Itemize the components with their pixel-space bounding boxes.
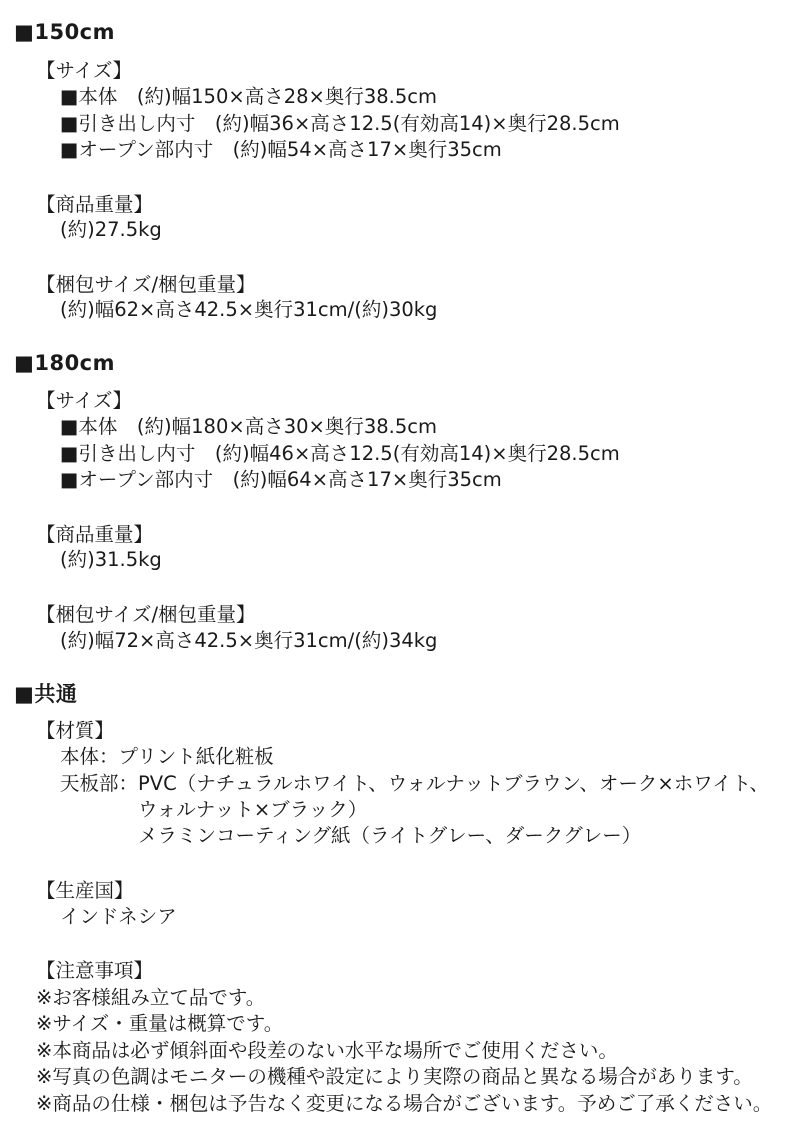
section-180-heading: ■180cm [14, 351, 116, 375]
section-180-size-open: ■オープン部内寸 (約)幅64×高さ17×奥行35cm [60, 468, 502, 491]
material-top-line-2: ウォルナット×ブラック） [138, 798, 368, 821]
section-180-weight-value: (約)31.5kg [60, 548, 162, 571]
note-item: ※お客様組み立て品です。 [36, 986, 266, 1009]
section-150-package-label: 【梱包サイズ/梱包重量】 [36, 273, 256, 296]
section-150-package-value: (約)幅62×高さ42.5×奥行31cm/(約)30kg [60, 298, 438, 321]
section-180-size-body: ■本体 (約)幅180×高さ30×奥行38.5cm [60, 415, 437, 438]
material-label: 【材質】 [36, 719, 115, 742]
material-top-line-3: メラミンコーティング紙（ライトグレー、ダークグレー） [138, 824, 642, 847]
section-150-weight-value: (約)27.5kg [60, 218, 162, 241]
section-150-weight-label: 【商品重量】 [36, 193, 154, 216]
section-150-heading: ■150cm [14, 20, 116, 44]
material-body: 本体：プリント紙化粧板 [60, 745, 274, 768]
note-item: ※写真の色調はモニターの機種や設定により実際の商品と異なる場合があります。 [36, 1065, 753, 1088]
section-150-size-drawer: ■引き出し内寸 (約)幅36×高さ12.5(有効高14)×奥行28.5cm [60, 112, 620, 135]
notes-label: 【注意事項】 [36, 959, 154, 982]
origin-value: インドネシア [60, 905, 177, 928]
section-180-weight-label: 【商品重量】 [36, 523, 154, 546]
section-180-package-label: 【梱包サイズ/梱包重量】 [36, 603, 256, 626]
material-top-line-1: 天板部：PVC（ナチュラルホワイト、ウォルナットブラウン、オーク×ホワイト、 [60, 772, 769, 795]
section-150-size-label: 【サイズ】 [36, 59, 132, 82]
note-item: ※商品の仕様・梱包は予告なく変更になる場合がございます。予めご了承ください。 [36, 1092, 773, 1115]
common-heading: ■共通 [14, 682, 78, 706]
section-150-size-open: ■オープン部内寸 (約)幅54×高さ17×奥行35cm [60, 138, 502, 161]
section-180-size-label: 【サイズ】 [36, 389, 132, 412]
origin-label: 【生産国】 [36, 879, 134, 902]
section-180-size-drawer: ■引き出し内寸 (約)幅46×高さ12.5(有効高14)×奥行28.5cm [60, 442, 620, 465]
note-item: ※本商品は必ず傾斜面や段差のない水平な場所でご使用ください。 [36, 1039, 618, 1062]
section-180-package-value: (約)幅72×高さ42.5×奥行31cm/(約)34kg [60, 629, 438, 652]
note-item: ※サイズ・重量は概算です。 [36, 1012, 284, 1035]
section-150-size-body: ■本体 (約)幅150×高さ28×奥行38.5cm [60, 85, 437, 108]
